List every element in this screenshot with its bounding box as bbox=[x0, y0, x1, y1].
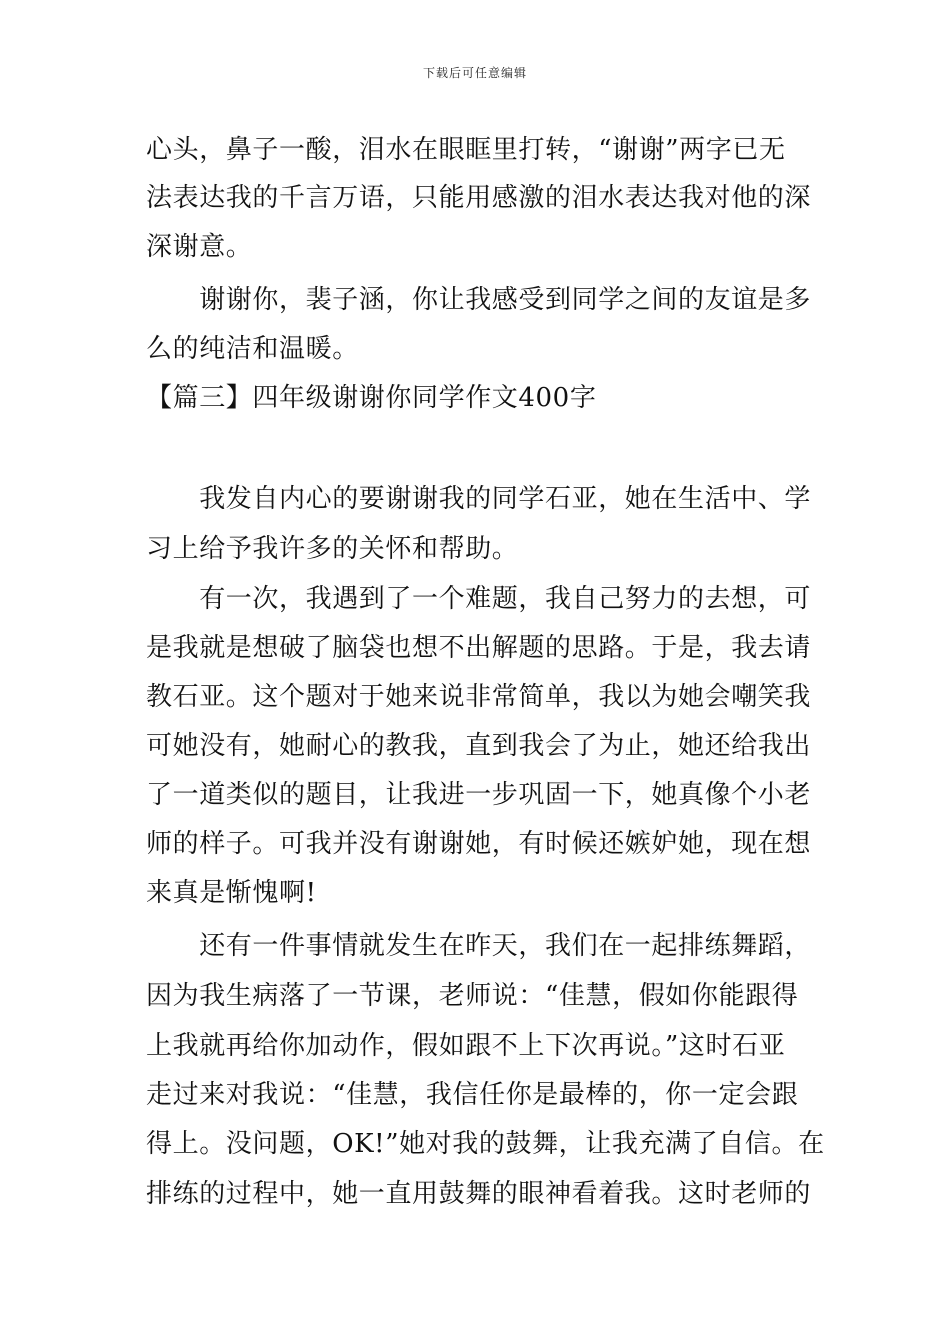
text-line: 是我就是想破了脑袋也想不出解题的思路。于是，我去请 bbox=[146, 633, 812, 663]
text-line: 还有一件事情就发生在昨天，我们在一起排练舞蹈， bbox=[146, 931, 812, 961]
text-line: 师的样子。可我并没有谢谢她，有时候还嫉妒她，现在想 bbox=[146, 829, 812, 859]
text-line: 了一道类似的题目，让我进一步巩固一下，她真像个小老 bbox=[146, 780, 812, 810]
text-line: 深谢意。 bbox=[146, 232, 253, 262]
text-line: 么的纯洁和温暖。 bbox=[146, 334, 359, 364]
text-line: 教石亚。这个题对于她来说非常简单，我以为她会嘲笑我 bbox=[146, 682, 812, 712]
text-line: 可她没有，她耐心的教我，直到我会了为止，她还给我出 bbox=[146, 731, 812, 761]
text-line: 法表达我的千言万语，只能用感激的泪水表达我对他的深 bbox=[146, 183, 812, 213]
text-line: 习上给予我许多的关怀和帮助。 bbox=[146, 534, 519, 564]
text-line: 因为我生病落了一节课，老师说：“佳慧，假如你能跟得 bbox=[146, 981, 799, 1011]
text-line: 走过来对我说：“佳慧，我信任你是最棒的，你一定会跟 bbox=[146, 1080, 799, 1110]
text-line: 我发自内心的要谢谢我的同学石亚，她在生活中、学 bbox=[146, 484, 812, 514]
text-line: 有一次，我遇到了一个难题，我自己努力的去想，可 bbox=[146, 584, 812, 614]
text-line: 谢谢你，裴子涵，你让我感受到同学之间的友谊是多 bbox=[146, 285, 812, 315]
text-line: 上我就再给你加动作，假如跟不上下次再说。”这时石亚 bbox=[146, 1031, 786, 1061]
text-line: 得上。没问题，OK!”她对我的鼓舞，让我充满了自信。在 bbox=[146, 1129, 825, 1159]
page-header-note: 下载后可任意编辑 bbox=[422, 66, 527, 80]
text-line: 排练的过程中，她一直用鼓舞的眼神看着我。这时老师的 bbox=[146, 1179, 812, 1209]
section-heading: 【篇三】四年级谢谢你同学作文400字 bbox=[146, 383, 597, 413]
text-line: 来真是惭愧啊! bbox=[146, 878, 317, 908]
text-line: 心头，鼻子一酸，泪水在眼眶里打转，“谢谢”两字已无 bbox=[146, 135, 786, 165]
